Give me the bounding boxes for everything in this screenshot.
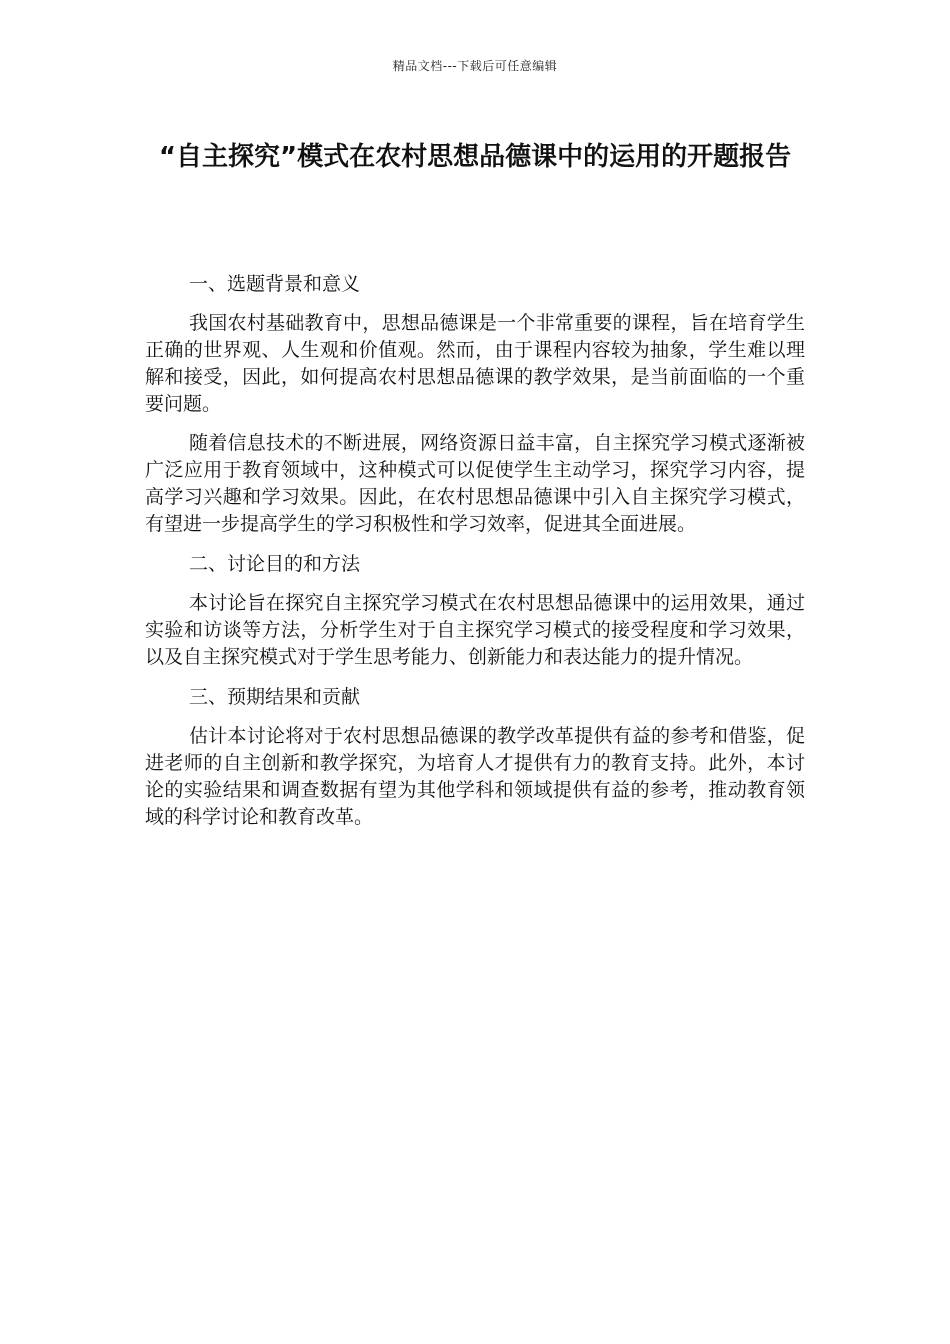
paragraph: 本讨论旨在探究自主探究学习模式在农村思想品德课中的运用效果，通过实验和访谈等方法，分析学生对于自主探究学习模式的接受程度和学习效果，以及自主探究模式对于学生思考能力、创新能力和表达能力的提升情况。 <box>145 592 805 668</box>
section-heading-results: 三、预期结果和贡献 <box>189 686 361 708</box>
paragraph: 我国农村基础教育中，思想品德课是一个非常重要的课程，旨在培育学生正确的世界观、人生观和价值观。然而，由于课程内容较为抽象，学生难以理解和接受，因此，如何提高农村思想品德课的教学效果，是当前面临的一个重要问题。 <box>145 312 805 415</box>
document-title: “自主探究”模式在农村思想品德课中的运用的开题报告 <box>158 142 792 172</box>
section-heading-purpose: 二、讨论目的和方法 <box>189 553 361 575</box>
header-note: 精品文档---下载后可任意编辑 <box>392 59 558 73</box>
paragraph: 估计本讨论将对于农村思想品德课的教学改革提供有益的参考和借鉴，促进老师的自主创新和教学探究，为培育人才提供有力的教育支持。此外，本讨论的实验结果和调查数据有望为其他学科和领域提供有益的参考，推动教育领域的科学讨论和教育改革。 <box>145 725 805 828</box>
section-heading-background: 一、选题背景和意义 <box>189 273 361 295</box>
document-body <box>145 270 805 843</box>
paragraph: 随着信息技术的不断进展，网络资源日益丰富，自主探究学习模式逐渐被广泛应用于教育领域中，这种模式可以促使学生主动学习，探究学习内容，提高学习兴趣和学习效果。因此，在农村思想品德课中引入自主探究学习模式，有望进一步提高学生的学习积极性和学习效率，促进其全面进展。 <box>145 432 805 535</box>
